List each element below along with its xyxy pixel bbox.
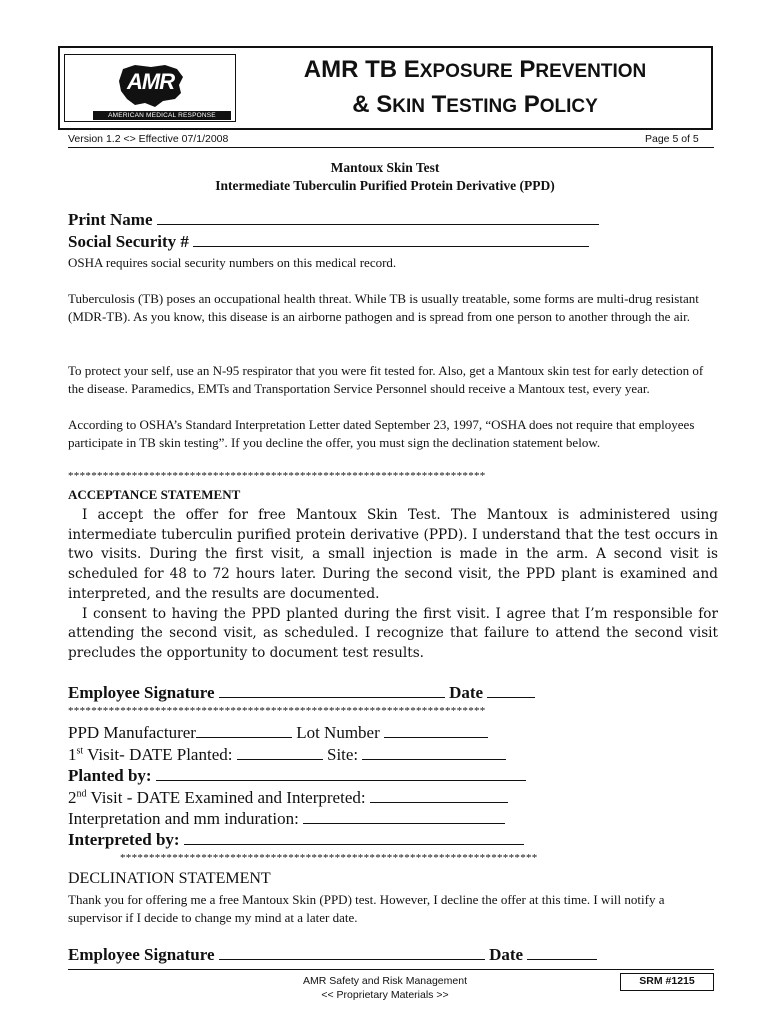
tb-paragraph: Tuberculosis (TB) poses an occupational health threat. While TB is usually treatable, some forms are multi-drug resistant (MDR-TB). As you know, this disease is an airborne pathogen and is spread from one person to another through the air.: [68, 291, 699, 324]
interpreted-by-row: [68, 830, 524, 850]
ppd-manufacturer-row: [68, 723, 488, 743]
acceptance-paragraph-2: I consent to having the PPD planted during the first visit. I agree that I’m responsible for attending the second visit, as scheduled. I recognize that failure to attend the second visit precludes the opportunity to document test results.: [68, 605, 718, 661]
declination-signature-field[interactable]: [219, 945, 485, 960]
second-visit-row: [68, 788, 508, 808]
first-visit-prefix: 1: [68, 745, 77, 764]
footer-rule: [68, 969, 714, 970]
protect-paragraph: To protect your self, use an N-95 respirator that you were fit tested for. Also, get a Mantoux skin test for early detection of the disease. Paramedics, EMTs and Transportation Service Personnel should receive a Mantoux test, every year.: [68, 363, 704, 396]
interpretation-field[interactable]: [303, 809, 505, 824]
interpreted-by-label: Interpreted by:: [68, 830, 180, 849]
separator-stars: ************************************************************************: [68, 470, 486, 482]
date-examined-field[interactable]: [370, 788, 508, 803]
osha-note: OSHA requires social security numbers on this medical record.: [68, 255, 397, 270]
print-name-field[interactable]: [157, 210, 599, 225]
title-line2-text: & SKIN TESTING POLICY: [352, 91, 598, 118]
acceptance-heading: ACCEPTANCE STATEMENT: [68, 487, 241, 502]
separator-stars-3: ************************************************************************: [120, 852, 538, 864]
version-text: Version 1.2 <> Effective 07/1/2008: [68, 133, 229, 145]
page-title-line1: [240, 56, 710, 84]
employee-signature-label-2: Employee Signature: [68, 945, 215, 964]
page-title-line2: [240, 91, 710, 119]
osha-paragraph: According to OSHA’s Standard Interpretation Letter dated September 23, 1997, “OSHA does not require that employees participate in TB skin testing”. If you decline the offer, you must sign the declination statement below.: [68, 417, 695, 450]
print-name-row: [68, 210, 599, 230]
ppd-manufacturer-label: PPD Manufacturer: [68, 723, 196, 742]
srm-code: SRM #1215: [620, 973, 714, 991]
header-rule: [68, 147, 714, 148]
print-name-label: Print Name: [68, 210, 153, 229]
site-field[interactable]: [362, 745, 506, 760]
first-visit-sup: st: [76, 745, 84, 757]
interpretation-label: Interpretation and mm induration:: [68, 809, 299, 828]
planted-by-label: Planted by:: [68, 766, 152, 785]
form-subtitle: Intermediate Tuberculin Purified Protein Derivative (PPD): [215, 178, 555, 193]
date-label-2: Date: [489, 945, 524, 964]
page-number: Page 5 of 5: [645, 133, 699, 145]
declination-heading: DECLINATION STATEMENT: [68, 870, 271, 887]
first-visit-label: Visit- DATE Planted:: [83, 745, 233, 764]
separator-stars-2: ************************************************************************: [68, 705, 486, 717]
acceptance-paragraph-1: I accept the offer for free Mantoux Skin Test. The Mantoux is administered using intermediate tuberculin purified protein derivative (PPD). I understand that the test occurs in two visits. During the first visit, a small injection is made in the arm. A second visit is scheduled for 48 to 72 hours later. During the second visit, the PPD plant is examined and interpreted, and the results are documented.: [68, 507, 718, 602]
footer-line1: AMR Safety and Risk Management: [303, 975, 467, 987]
ssn-label: Social Security #: [68, 232, 189, 251]
planted-by-row: [68, 766, 526, 786]
footer-line2: << Proprietary Materials >>: [321, 989, 449, 1001]
date-label: Date: [449, 683, 484, 702]
second-visit-prefix: 2: [68, 788, 77, 807]
ssn-field[interactable]: [193, 232, 589, 247]
acceptance-date-field[interactable]: [487, 683, 535, 698]
planted-by-field[interactable]: [156, 766, 526, 781]
second-visit-sup: nd: [76, 788, 87, 800]
interpreted-by-field[interactable]: [184, 830, 524, 845]
interpretation-row: [68, 809, 505, 829]
declination-text: Thank you for offering me a free Mantoux Skin (PPD) test. However, I decline the offer at this time. I will notify a supervisor if I decide to change my mind at a later date.: [68, 892, 665, 925]
acceptance-signature-row: [68, 683, 535, 703]
ppd-manufacturer-field[interactable]: [196, 723, 292, 738]
employee-signature-label: Employee Signature: [68, 683, 215, 702]
acceptance-statement: [68, 506, 718, 664]
lot-number-label: Lot Number: [296, 723, 380, 742]
form-title: Mantoux Skin Test: [330, 160, 440, 175]
logo-text: AMR: [127, 69, 175, 94]
declination-date-field[interactable]: [527, 945, 597, 960]
second-visit-label: Visit - DATE Examined and Interpreted:: [86, 788, 366, 807]
acceptance-signature-field[interactable]: [219, 683, 445, 698]
title-line1-text: AMR TB EXPOSURE PREVENTION: [303, 56, 647, 83]
first-visit-row: [68, 745, 506, 765]
site-label: Site:: [326, 745, 359, 764]
declination-signature-row: [68, 945, 597, 965]
logo-subtext: AMERICAN MEDICAL RESPONSE: [93, 111, 231, 120]
ssn-row: [68, 232, 589, 252]
date-planted-field[interactable]: [237, 745, 323, 760]
lot-number-field[interactable]: [384, 723, 488, 738]
